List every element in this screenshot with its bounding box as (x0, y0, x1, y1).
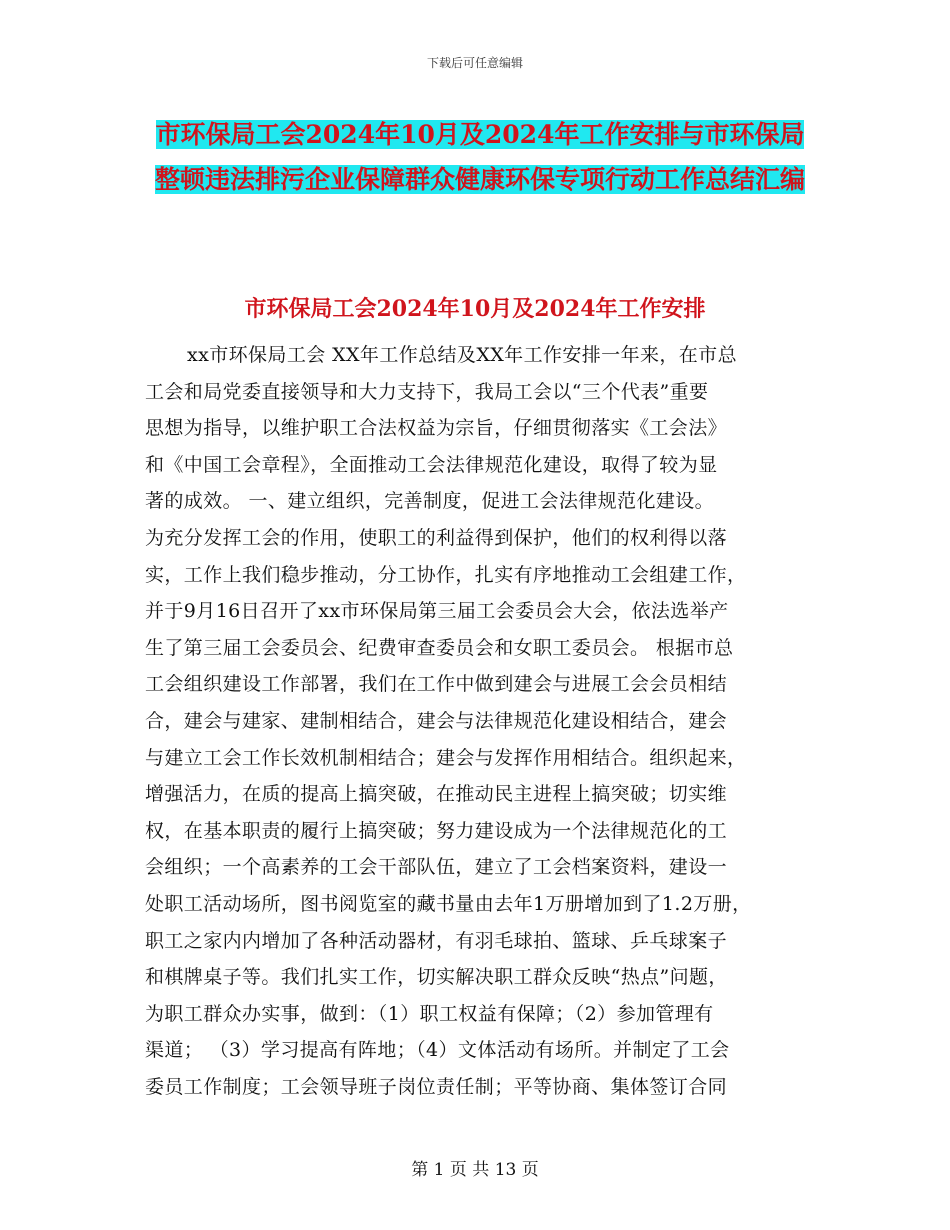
body-line: 与建立工会工作长效机制相结合；建会与发挥作用相结合。组织起来， (145, 746, 747, 769)
body-line: 为充分发挥工会的作用，使职工的利益得到保护，他们的权利得以落 (145, 526, 728, 549)
body-line: 会组织；一个高素养的工会干部队伍，建立了工会档案资料，建设一 (145, 856, 728, 879)
document-title (145, 112, 815, 202)
body-line: 著的成效。 一、建立组织，完善制度，促进工会法律规范化建设。 (145, 490, 715, 513)
body-line: 工会组织建设工作部署，我们在工作中做到建会与进展工会会员相结 (145, 673, 728, 696)
body-line: 处职工活动场所，图书阅览室的藏书量由去年1万册增加到了1.2万册， (145, 892, 752, 915)
body-line: 为职工群众办实事，做到：（1）职工权益有保障；（2）参加管理有 (145, 1002, 714, 1025)
header-note: 下载后可任意编辑 (426, 56, 523, 70)
section-title: 市环保局工会2024年10月及2024年工作安排 (244, 296, 706, 322)
body-line: 和棋牌桌子等。我们扎实工作，切实解决职工群众反映“热点”问题， (145, 966, 728, 989)
body-line: 委员工作制度；工会领导班子岗位责任制；平等协商、集体签订合同 (145, 1075, 728, 1098)
body-line: 和《中国工会章程》，全面推动工会法律规范化建设，取得了较为显 (145, 453, 718, 476)
document-title-text: 市环保局工会2024年10月及2024年工作安排与市环保局整顿违法排污企业保障群众健康环保专项行动工作总结汇编 (154, 120, 805, 194)
body-line: 增强活力，在质的提高上搞突破，在推动民主进程上搞突破；切实维 (145, 783, 728, 806)
body-line: 生了第三届工会委员会、纪费审查委员会和女职工委员会。 根据市总 (145, 636, 734, 659)
body-text (145, 337, 825, 1105)
body-line: 思想为指导，以维护职工合法权益为宗旨，仔细贯彻落实《工会法》 (145, 417, 728, 440)
body-line: xx市环保局工会 XX年工作总结及XX年工作安排一年来，在市总 (187, 344, 737, 366)
page-footer: 第 1 页 共 13 页 (411, 1160, 539, 1180)
body-line: 权，在基本职责的履行上搞突破；努力建设成为一个法律规范化的工 (145, 819, 728, 842)
body-line: 并于9月16日召开了xx市环保局第三届工会委员会大会，依法选举产 (145, 600, 729, 623)
body-line: 合，建会与建家、建制相结合，建会与法律规范化建设相结合，建会 (145, 709, 728, 732)
body-line: 职工之家内内增加了各种活动器材，有羽毛球拍、篮球、乒乓球案子 (145, 929, 728, 952)
body-line: 工会和局党委直接领导和大力支持下，我局工会以“三个代表”重要 (145, 380, 709, 403)
body-line: 渠道； （3）学习提高有阵地；（4）文体活动有场所。并制定了工会 (145, 1039, 730, 1062)
body-line: 实，工作上我们稳步推动，分工协作，扎实有序地推动工会组建工作， (145, 563, 747, 586)
